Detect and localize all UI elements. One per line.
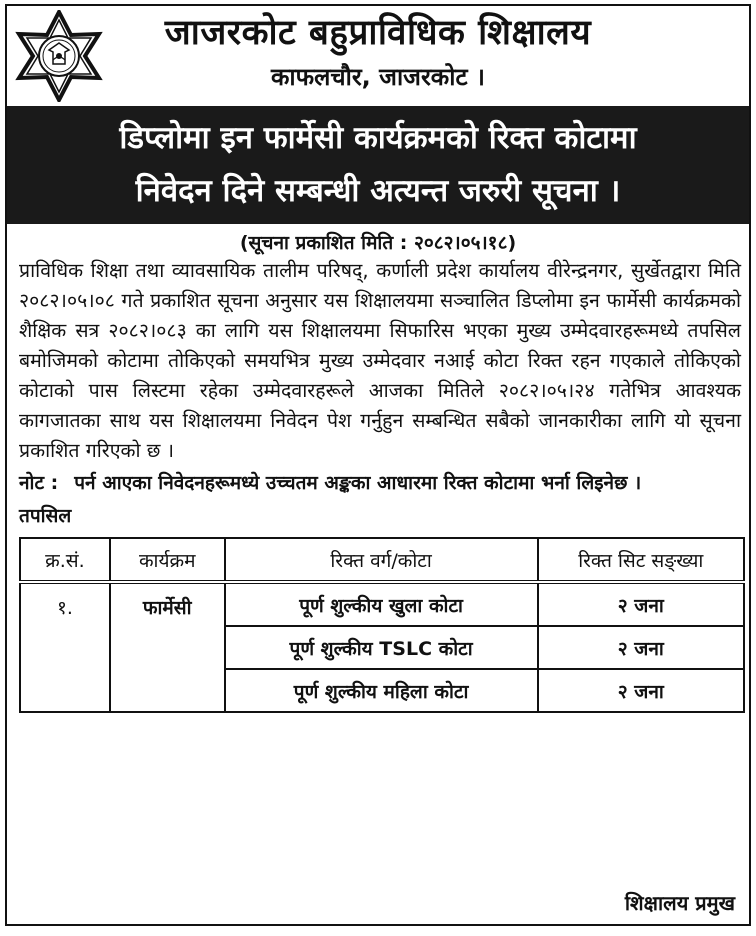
tapasil-heading: तपसिल xyxy=(19,505,72,527)
note-label: नोट : xyxy=(19,472,59,494)
signature: शिक्षालय प्रमुख xyxy=(624,891,735,915)
seats-cell: २ जना xyxy=(538,626,744,669)
category-cell: पूर्ण शुल्कीय महिला कोटा xyxy=(225,669,538,712)
table-header-row xyxy=(20,538,744,582)
notice-page xyxy=(5,4,751,926)
publication-date: (सूचना प्रकाशित मिति : २०८२।०५।१८) xyxy=(239,232,517,254)
header-seats: रिक्त सिट सङ्ख्या xyxy=(538,538,744,582)
nepal-emblem-icon xyxy=(13,10,105,102)
category-cell: पूर्ण शुल्कीय TSLC कोटा xyxy=(225,626,538,669)
institution-title: जाजरकोट बहुप्राविधिक शिक्षालय xyxy=(164,13,592,53)
header xyxy=(7,6,749,106)
program-cell: फार्मेसी xyxy=(110,582,225,712)
note-text: पर्न आएका निवेदनहरूमध्ये उच्चतम अङ्कका आधारमा रिक्त कोटामा भर्ना लिइनेछ । xyxy=(74,472,642,494)
seats-cell: २ जना xyxy=(538,669,744,712)
serial-cell: १. xyxy=(20,582,110,712)
category-cell: पूर्ण शुल्कीय खुला कोटा xyxy=(225,582,538,626)
header-serial: क्र.सं. xyxy=(20,538,110,582)
note xyxy=(7,466,749,499)
vacancy-table xyxy=(19,537,745,713)
header-category: रिक्त वर्ग/कोटा xyxy=(225,538,538,582)
banner-line-2: निवेदन दिने सम्बन्धी अत्यन्त जरुरी सूचना । xyxy=(135,173,621,209)
notice-banner xyxy=(7,106,749,224)
banner-line-1: डिप्लोमा इन फार्मेसी कार्यक्रमको रिक्त कोटामा xyxy=(119,120,637,156)
notice-body: प्राविधिक शिक्षा तथा व्यावसायिक तालीम परिषद्, कर्णाली प्रदेश कार्यालय वीरेन्द्रनगर, सुर्खेतद्वारा मिति २०८२।०५।०८ गते प्रकाशित सूचना अनुसार यस शिक्षालयमा सञ्चालित डिप्लोमा इन फार्मेसी कार्यक्रमको शैक्षिक सत्र २०८२।०८३ का लागि यस शिक्षालयमा सिफारिस भएका मुख्य उम्मेदवारहरूमध्ये तपसिल बमोजिमको कोटामा तोकिएको समयभित्र मुख्य उम्मेदवार नआई कोटा रिक्त रहन गएकाले तोकिएको कोटाको पास लिस्टमा रहेका उम्मेदवारहरूले आजका मितिले २०८२।०५।२४ गतेभित्र आवश्यक कागजातका साथ यस शिक्षालयमा निवेदन पेश गर्नुहुन सम्बन्धित सबैको जानकारीका लागि यो सूचना प्रकाशित गरिएको छ । xyxy=(19,259,741,462)
institution-address: काफलचौर, जाजरकोट । xyxy=(270,63,485,91)
table-row xyxy=(20,582,744,626)
seats-cell: २ जना xyxy=(538,582,744,626)
header-program: कार्यक्रम xyxy=(110,538,225,582)
